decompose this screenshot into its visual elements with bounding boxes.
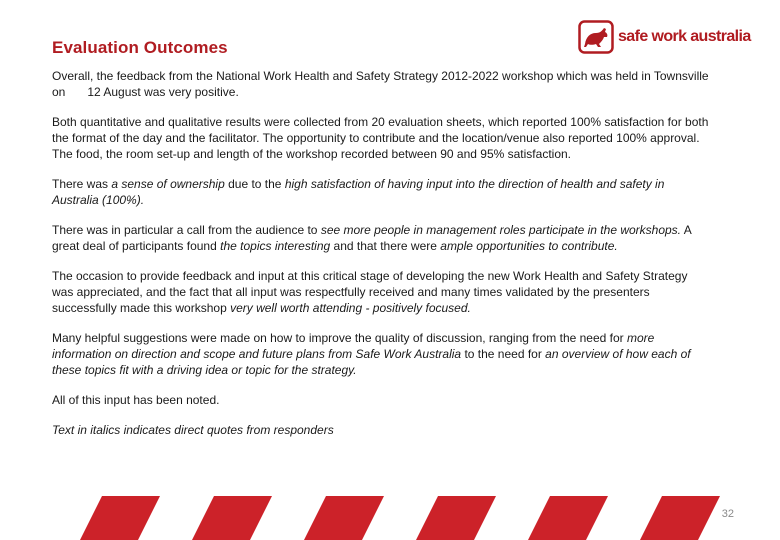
paragraph-results: Both quantitative and qualitative results were collected from 20 evaluation sheets, which reported 100% satisfaction for both the format of the day and the facilitator. The opportunity to contribute and the location/venue also reported 100% approval. The food, the room set-up and length of the workshop recorded between 90 and 95% satisfaction. xyxy=(52,115,709,161)
page-title: Evaluation Outcomes xyxy=(52,38,228,57)
kangaroo-logo-icon xyxy=(578,20,614,54)
paragraph-audience-call: There was in particular a call from the audience to see more people in management roles participate in the workshops. A great deal of participants found the topics interesting and that there were ample opportunities to contribute. xyxy=(52,223,692,253)
page-number: 32 xyxy=(721,508,734,520)
footer-stripe xyxy=(192,496,272,540)
evaluation-body xyxy=(52,68,712,452)
footer-stripe xyxy=(640,496,720,540)
paragraph-noted: All of this input has been noted. xyxy=(52,393,220,407)
footer-stripe xyxy=(416,496,496,540)
paragraph-suggestions: Many helpful suggestions were made on how to improve the quality of discussion, ranging from the need for more information on direction and scope and future plans from Safe Work Australia to the need for an overview of how each of these topics fit with a driving idea or topic for the strategy. xyxy=(52,331,691,377)
paragraph-ownership: There was a sense of ownership due to the high satisfaction of having input into the direction of health and safety in Australia (100%). xyxy=(52,177,665,207)
footer-stripe xyxy=(80,496,160,540)
footer-stripe xyxy=(528,496,608,540)
logo-wordmark: safe work australia xyxy=(618,28,751,45)
paragraph-feedback-occasion: The occasion to provide feedback and input at this critical stage of developing the new Work Health and Safety Strategy was appreciated, and the fact that all input was respectfully received and many times validated by the presenters successfully made this workshop very well worth attending - positively focused. xyxy=(52,269,688,315)
footer-stripe xyxy=(304,496,384,540)
brand-logo xyxy=(578,20,768,56)
italics-note: Text in italics indicates direct quotes from responders xyxy=(52,423,334,437)
footer-stripes xyxy=(0,496,780,540)
paragraph-overall: Overall, the feedback from the National Work Health and Safety Strategy 2012-2022 workshop which was held in Townsville on 12 August was very positive. xyxy=(52,69,709,99)
